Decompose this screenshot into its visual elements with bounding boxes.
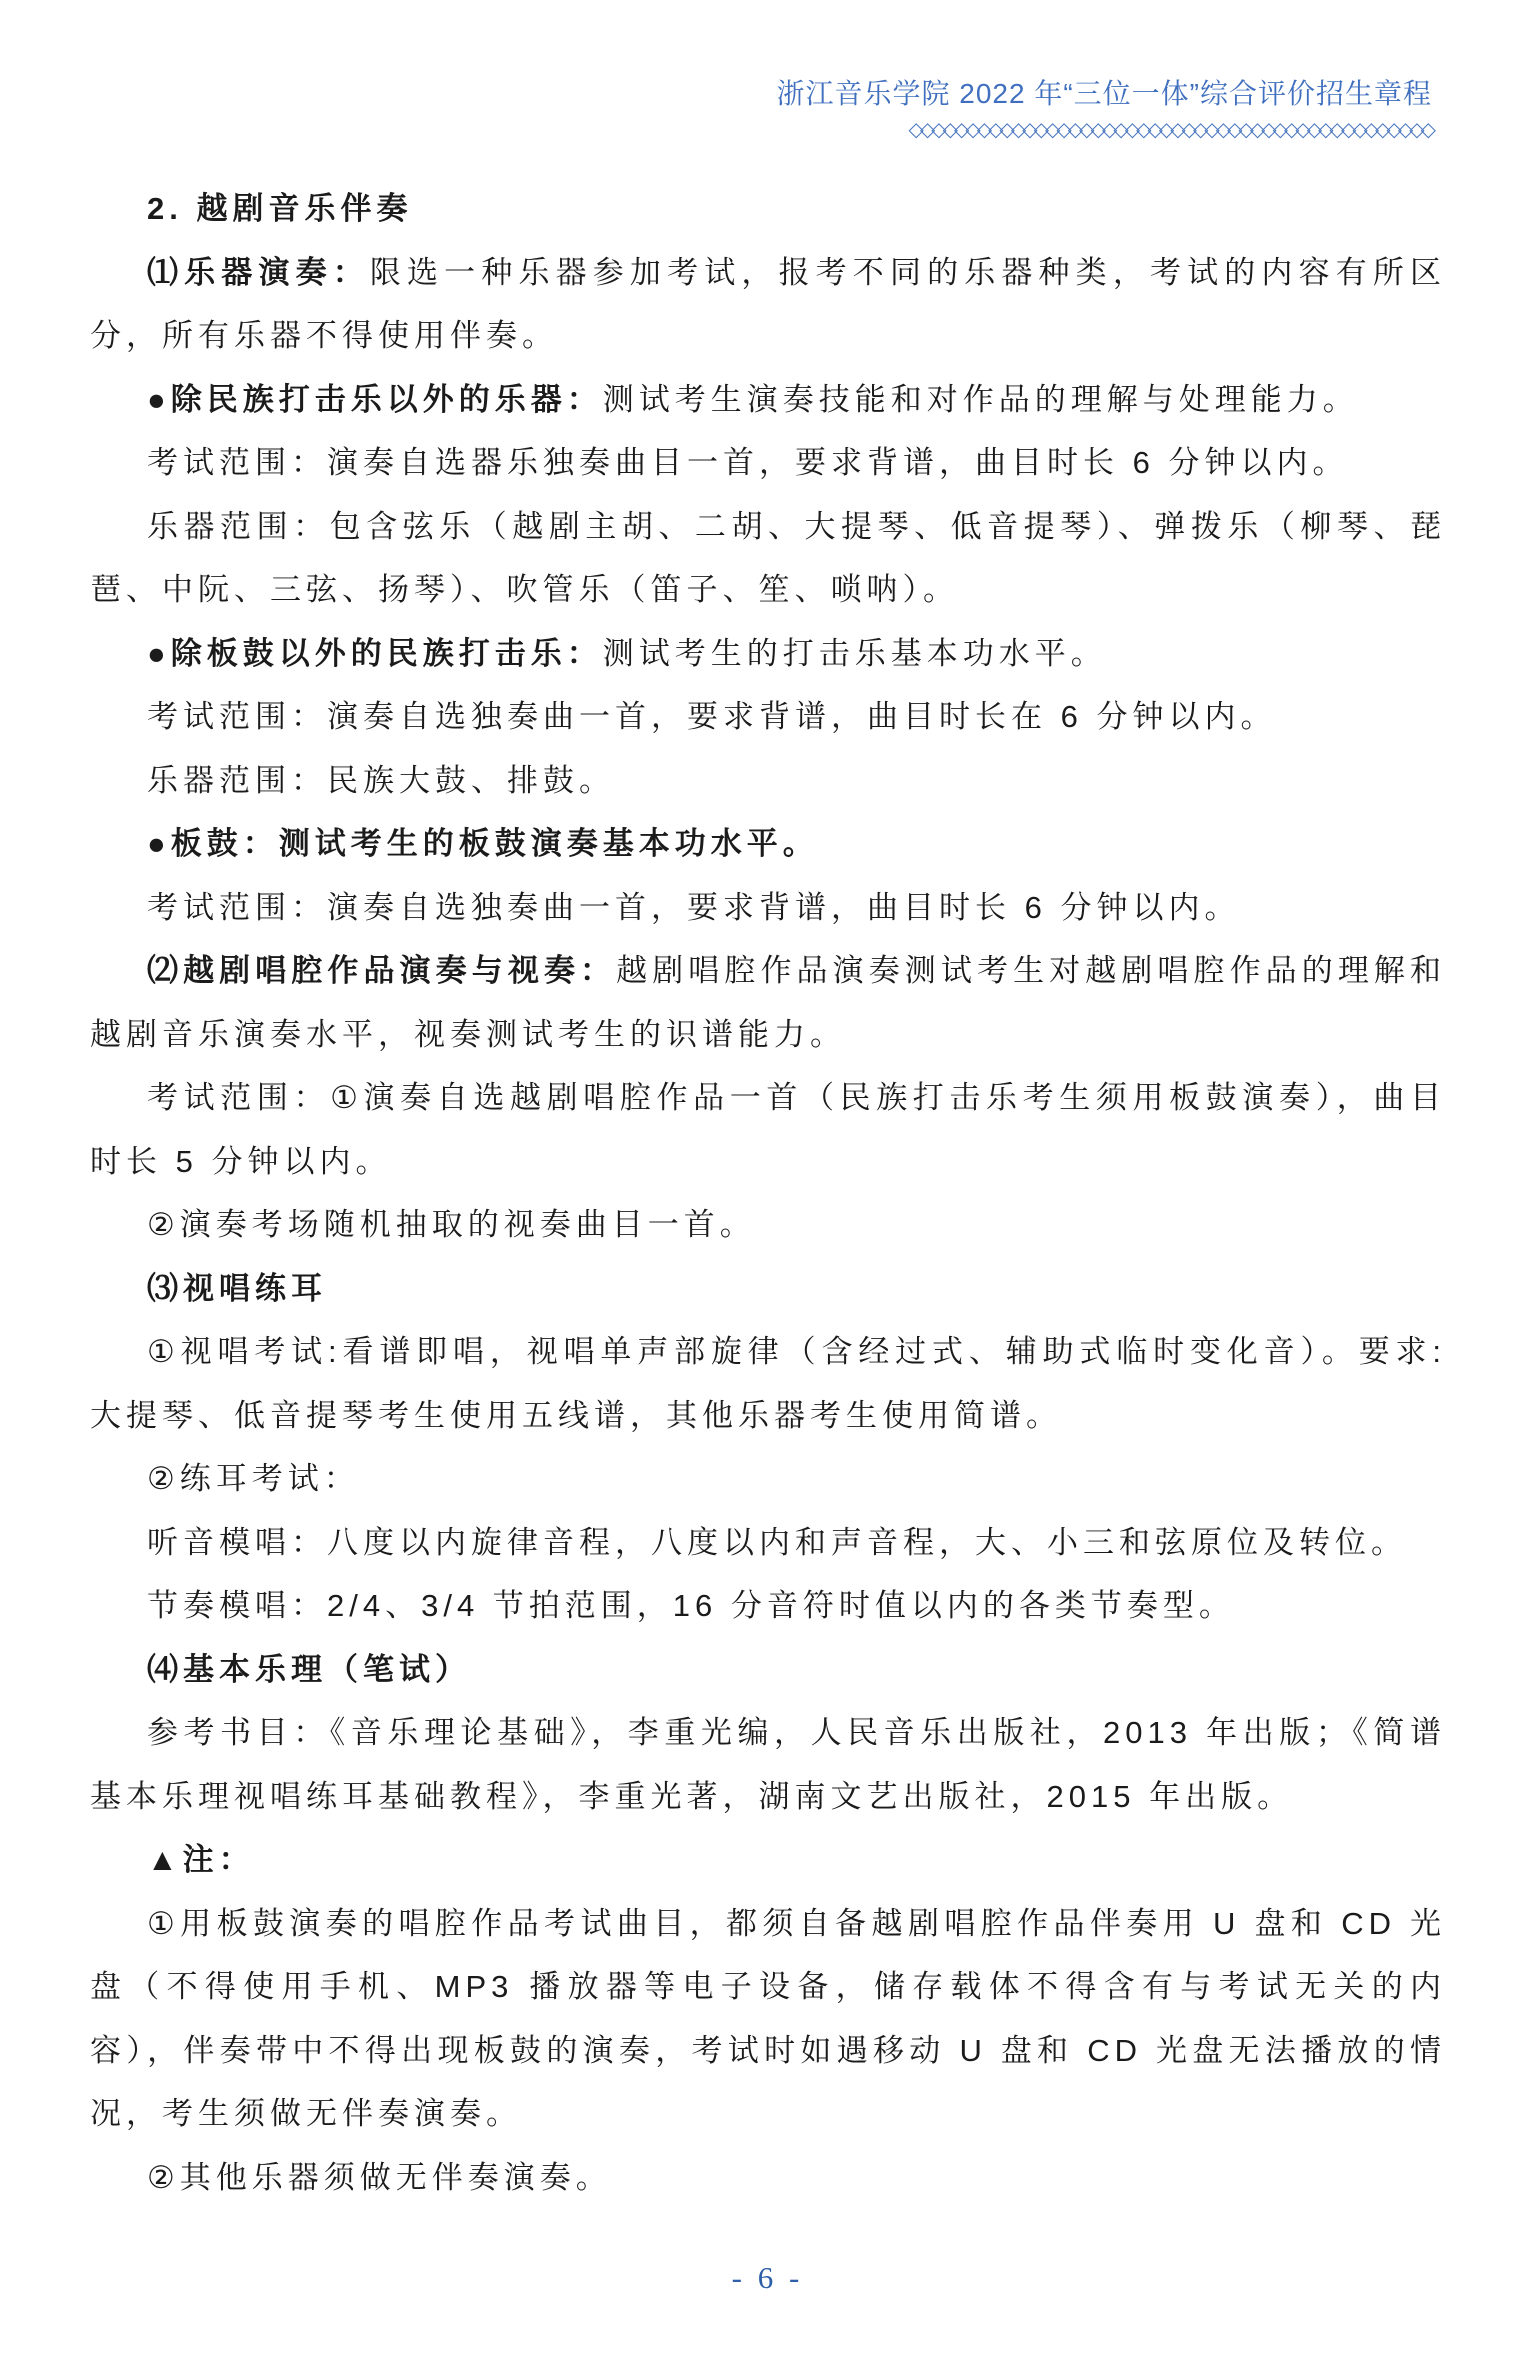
heading-label: 2. 越剧音乐伴奏 <box>147 191 413 226</box>
heading-sight-singing-ear-training <box>90 1257 1446 1321</box>
heading-label: ⑷基本乐理（笔试） <box>147 1651 471 1687</box>
paragraph-label: ●板鼓：测试考生的板鼓演奏基本功水平。 <box>147 826 819 861</box>
paragraph-listening-imitation: 听音模唱：八度以内旋律音程，八度以内和声音程，大、小三和弦原位及转位。 <box>147 1524 1407 1560</box>
diamond-divider: ◇◇◇◇◇◇◇◇◇◇◇◇◇◇◇◇◇◇◇◇◇◇◇◇◇◇◇◇◇◇◇◇◇◇◇◇◇◇◇◇◇◇◇◇◇◇ <box>908 119 1432 141</box>
heading-label: ▲注： <box>147 1842 255 1877</box>
heading-basic-music-theory <box>90 1638 1446 1702</box>
page-header <box>90 72 1432 141</box>
heading-yueju-music-accompaniment <box>90 177 1446 241</box>
paragraph-instrument-scope-2: 乐器范围：民族大鼓、排鼓。 <box>147 762 615 798</box>
paragraph-exam-scope-2: 考试范围：演奏自选独奏曲一首，要求背谱，曲目时长在 6 分钟以内。 <box>147 699 1277 734</box>
paragraph-exam-scope-4: 考试范围：①演奏自选越剧唱腔作品一首（民族打击乐考生须用板鼓演奏），曲目时长 5 分钟以内。 <box>90 1080 1446 1179</box>
heading-label: ⑶视唱练耳 <box>147 1270 327 1306</box>
paragraph-rhythm-imitation: 节奏模唱：2/4、3/4 节拍范围，16 分音符时值以内的各类节奏型。 <box>147 1588 1235 1623</box>
paragraph-bangu <box>90 812 1446 876</box>
paragraph-yueju-vocal-works: ⑵越剧唱腔作品演奏与视奏：越剧唱腔作品演奏测试考生对越剧唱腔作品的理解和越剧音乐演奏水平，视奏测试考生的识谱能力。 <box>90 953 1447 1052</box>
paragraph-note-1: ①用板鼓演奏的唱腔作品考试曲目，都须自备越剧唱腔作品伴奏用 U 盘和 CD 光盘（不得使用手机、MP3 播放器等电子设备，储存载体不得含有与考试无关的内容），伴奏带中不得出现板鼓的演奏，考试时如遇移动 U 盘和 CD 光盘无法播放的情况，考生须做无伴奏演奏。 <box>90 1905 1446 2131</box>
paragraph-label: ⑴乐器演奏： <box>147 254 370 290</box>
paragraph-instrument-performance: ⑴乐器演奏：限选一种乐器参加考试，报考不同的乐器种类，考试的内容有所区分，所有乐器不得使用伴奏。 <box>90 254 1447 353</box>
doc-title: 浙江音乐学院 2022 年“三位一体”综合评价招生章程 <box>776 78 1432 109</box>
paragraph-label: ●除民族打击乐以外的乐器： <box>147 381 603 417</box>
paragraph-exam-scope-3: 考试范围：演奏自选独奏曲一首，要求背谱，曲目时长 6 分钟以内。 <box>147 889 1241 925</box>
paragraph-sight-singing-exam: ①视唱考试:看谱即唱，视唱单声部旋律（含经过式、辅助式临时变化音）。要求:大提琴、低音提琴考生使用五线谱，其他乐器考生使用简谱。 <box>90 1334 1446 1433</box>
paragraph-reference-books: 参考书目：《音乐理论基础》，李重光编，人民音乐出版社，2013 年出版；《简谱基本乐理视唱练耳基础教程》，李重光著，湖南文艺出版社，2015 年出版。 <box>90 1715 1446 1814</box>
paragraph-folk-percussion-except-bangu: ●除板鼓以外的民族打击乐：测试考生的打击乐基本功水平。 <box>147 635 1107 671</box>
page-number: - 6 - <box>731 2260 804 2295</box>
heading-note <box>90 1828 1446 1892</box>
paragraph-exam-scope-1: 考试范围：演奏自选器乐独奏曲目一首，要求背谱，曲目时长 6 分钟以内。 <box>147 445 1349 480</box>
paragraph-non-percussion-instruments: ●除民族打击乐以外的乐器：测试考生演奏技能和对作品的理解与处理能力。 <box>147 381 1359 417</box>
document-body <box>90 177 1446 2209</box>
paragraph-instrument-scope-1: 乐器范围：包含弦乐（越剧主胡、二胡、大提琴、低音提琴）、弹拨乐（柳琴、琵琶、中阮、三弦、扬琴）、吹管乐（笛子、笙、唢呐）。 <box>90 508 1446 607</box>
paragraph-label: ●除板鼓以外的民族打击乐： <box>147 635 603 671</box>
paragraph-sight-playing: ②演奏考场随机抽取的视奏曲目一首。 <box>147 1207 756 1242</box>
page-footer <box>0 2260 1535 2296</box>
paragraph-ear-training-exam: ②练耳考试： <box>147 1461 360 1496</box>
paragraph-label: ⑵越剧唱腔作品演奏与视奏： <box>147 953 617 988</box>
paragraph-note-2: ②其他乐器须做无伴奏演奏。 <box>147 2159 612 2195</box>
